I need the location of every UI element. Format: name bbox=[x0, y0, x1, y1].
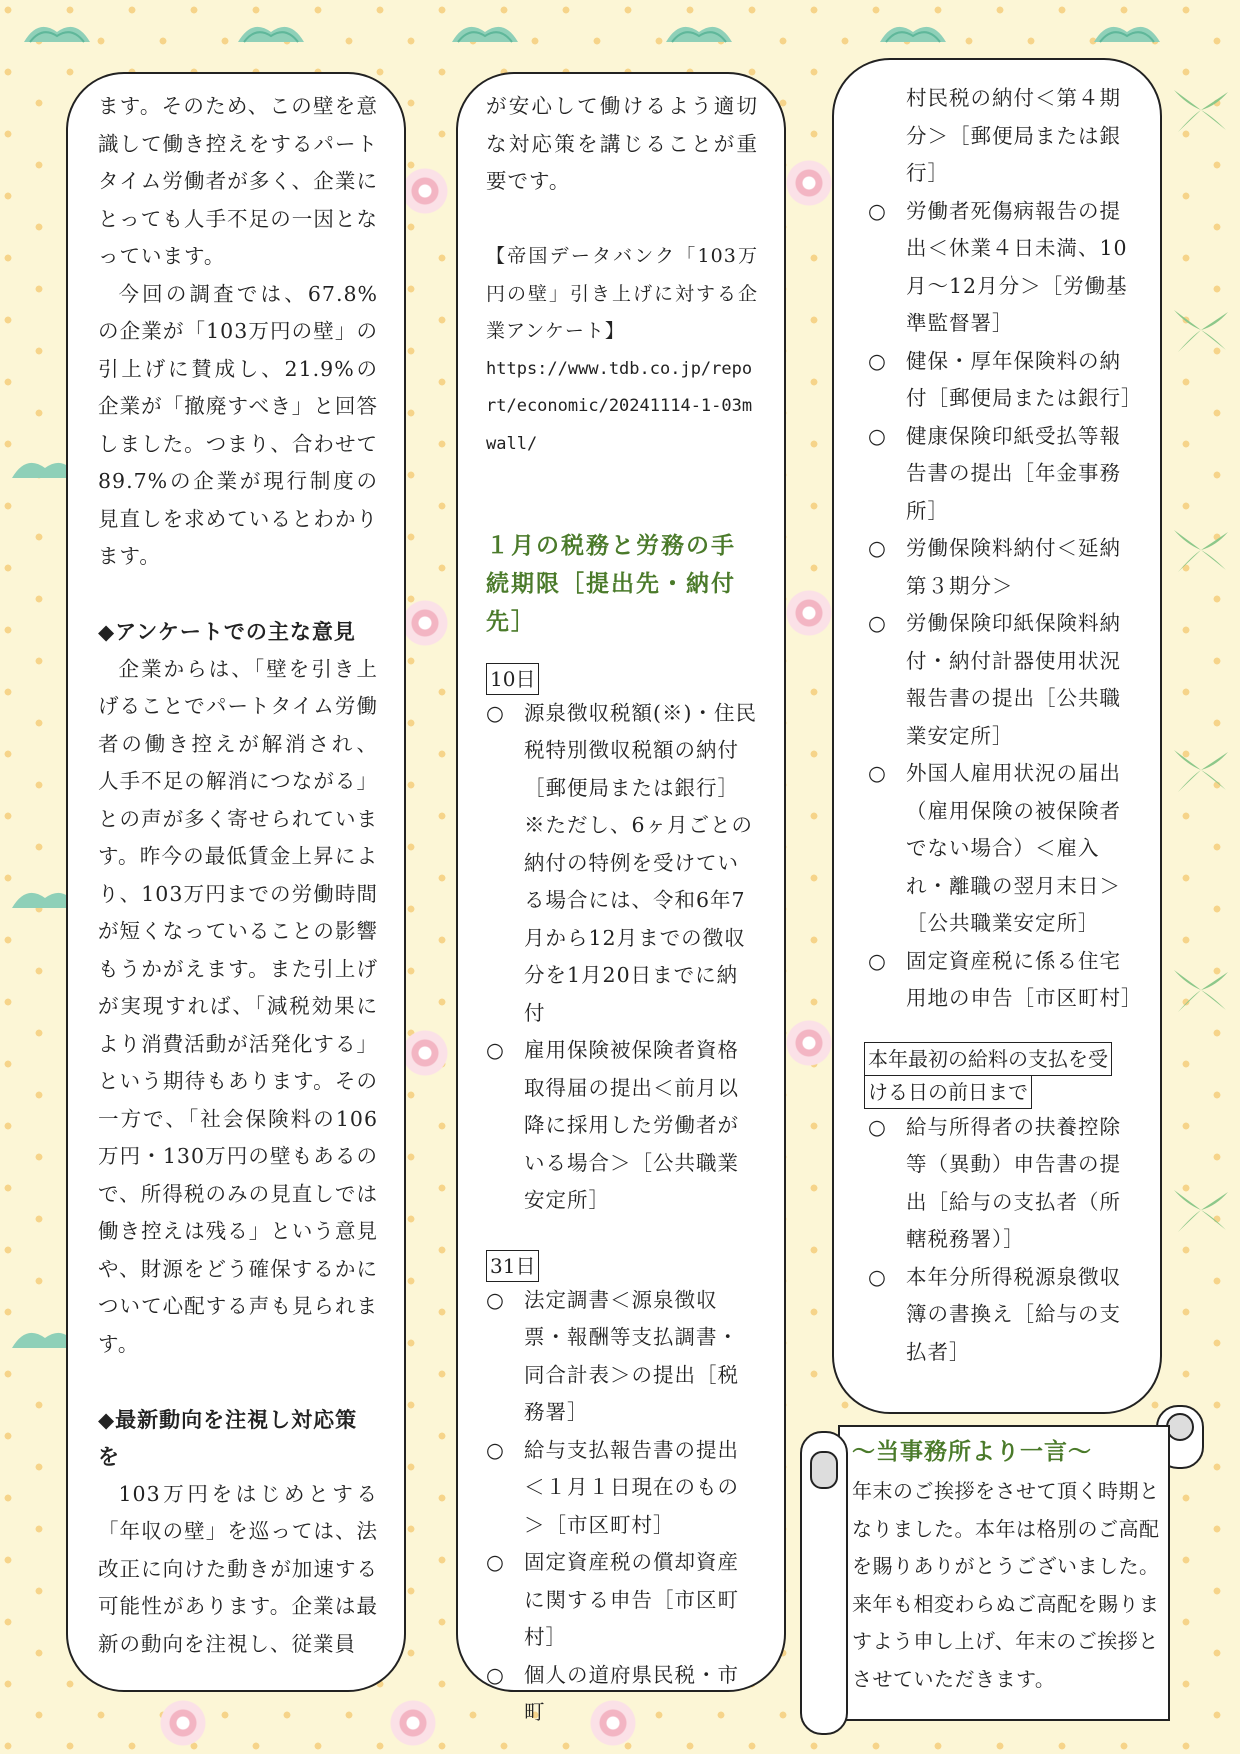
pine-icon bbox=[20, 14, 94, 44]
bullet-icon: ○ bbox=[486, 1550, 505, 1574]
paragraph: 103万円をはじめとする「年収の壁」を巡っては、法改正に向けた動きが加速する可能性があります。企業は最新の動向を注視し、従業員 bbox=[98, 1481, 378, 1656]
scroll-content bbox=[852, 1435, 1162, 1698]
deadline-item: ○ 給与所得者の扶養控除等（異動）申告書の提出［給与の支払者（所轄税務署）］ bbox=[868, 1109, 1134, 1259]
deadline-item-continued: 村民税の納付＜第４期分＞［郵便局または銀行］ bbox=[906, 86, 1121, 185]
date-label-31: 31日 bbox=[486, 1250, 539, 1282]
bullet-icon: ○ bbox=[868, 761, 887, 785]
bamboo-leaf-icon bbox=[1166, 520, 1236, 580]
bamboo-leaf-icon bbox=[1166, 80, 1236, 140]
ume-flower-icon bbox=[786, 590, 832, 636]
deadline-item: ○ 健保・厚年保険料の納付［郵便局または銀行］ bbox=[868, 343, 1134, 418]
deadline-item: ○ 労働保険料納付＜延納第３期分＞ bbox=[868, 530, 1134, 605]
ume-flower-icon bbox=[402, 168, 448, 214]
office-message-scroll bbox=[800, 1405, 1204, 1735]
bamboo-leaf-icon bbox=[1166, 1180, 1236, 1240]
section-heading: ◆最新動向を注視し対応策を bbox=[98, 1406, 358, 1469]
paragraph: が安心して働けるよう適切な対応策を講じることが重要です。 bbox=[486, 94, 758, 193]
bullet-icon: ○ bbox=[486, 1287, 505, 1312]
date-label-line: ける日の前日まで bbox=[864, 1076, 1032, 1109]
pine-icon bbox=[662, 14, 736, 44]
article-column-1 bbox=[66, 72, 406, 1692]
bullet-icon: ○ bbox=[486, 1437, 505, 1462]
article-column-2 bbox=[456, 72, 786, 1724]
deadline-item: ○ 法定調書＜源泉徴収票・報酬等支払調書・同合計表＞の提出［税務署］ bbox=[486, 1282, 758, 1432]
pine-icon bbox=[876, 14, 950, 44]
deadline-item: ○ 本年分所得税源泉徴収簿の書換え［給与の支払者］ bbox=[868, 1259, 1134, 1372]
deadline-item: ○ 給与支払報告書の提出＜１月１日現在のもの＞［市区町村］ bbox=[486, 1432, 758, 1545]
paragraph: ます。そのため、この壁を意識して働き控えをするパートタイム労働者が多く、企業にとっても人手不足の一因となっています。 bbox=[98, 94, 378, 268]
deadline-item: ○ 労働者死傷病報告の提出＜休業４日未満、10月～12月分＞［労働基準監督署］ bbox=[868, 193, 1134, 343]
paragraph: 今回の調査では、67.8%の企業が「103万円の壁」の引上げに賛成し、21.9%の企業が「撤廃すべき」と回答しました。つまり、合わせて89.7%の企業が現行制度の見直しを求めているとわかります。 bbox=[98, 281, 378, 568]
ume-flower-icon bbox=[786, 160, 832, 206]
date-label-first-payday bbox=[864, 1042, 1134, 1109]
deadline-item: ○ 固定資産税に係る住宅用地の申告［市区町村］ bbox=[868, 943, 1134, 1018]
bullet-icon: ○ bbox=[868, 536, 887, 560]
deadline-item: ○ 健康保険印紙受払等報告書の提出［年金事務所］ bbox=[868, 418, 1134, 531]
source-url: https://www.tdb.co.jp/report/economic/20241114-1-03mwall/ bbox=[486, 358, 753, 454]
pine-icon bbox=[448, 14, 522, 44]
source-citation: 【帝国データバンク「103万円の壁」引き上げに対する企業アンケート】 bbox=[486, 245, 758, 342]
date-label-line: 本年最初の給料の支払を受 bbox=[864, 1042, 1112, 1076]
deadline-section-title: １月の税務と労務の手続期限［提出先・納付先］ bbox=[486, 531, 736, 635]
deadline-item: ○ 源泉徴収税額(※)・住民税特別徴収税額の納付［郵便局または銀行］※ただし、6ヶ月ごとの納付の特例を受けている場合には、令和6年7月から12月までの徴収分を1月20日までに納付 bbox=[486, 695, 758, 1033]
bullet-icon: ○ bbox=[486, 700, 505, 725]
date-label-10: 10日 bbox=[486, 663, 539, 695]
bullet-icon: ○ bbox=[868, 611, 887, 635]
scroll-body: 年末のご挨拶をさせて頂く時期となりました。本年は格別のご高配を賜りありがとうございました。来年も相変わらぬご高配を賜りますよう申し上げ、年末のご挨拶とさせていただきます。 bbox=[852, 1479, 1160, 1691]
bullet-icon: ○ bbox=[486, 1662, 505, 1687]
scroll-title: ～当事務所より一言～ bbox=[852, 1438, 1092, 1465]
bullet-icon: ○ bbox=[868, 1264, 887, 1289]
deadline-item: ○ 労働保険印紙保険料納付・納付計器使用状況報告書の提出［公共職業安定所］ bbox=[868, 605, 1134, 755]
bamboo-leaf-icon bbox=[1166, 960, 1236, 1020]
bamboo-leaf-icon bbox=[1166, 740, 1236, 800]
ume-flower-icon bbox=[402, 600, 448, 646]
pine-icon bbox=[1090, 14, 1164, 44]
ume-flower-icon bbox=[390, 1700, 436, 1746]
bullet-icon: ○ bbox=[868, 423, 887, 448]
deadline-item: ○ 固定資産税の償却資産に関する申告［市区町村］ bbox=[486, 1544, 758, 1657]
ume-flower-icon bbox=[786, 1020, 832, 1066]
scroll-roll-icon bbox=[800, 1431, 848, 1735]
ume-flower-icon bbox=[402, 1030, 448, 1076]
bullet-icon: ○ bbox=[486, 1038, 505, 1062]
deadline-item: ○ 個人の道府県民税・市町 bbox=[486, 1657, 758, 1732]
ume-flower-icon bbox=[160, 1700, 206, 1746]
section-heading: ◆アンケートでの主な意見 bbox=[98, 619, 356, 644]
bullet-icon: ○ bbox=[868, 348, 887, 373]
deadline-column-3 bbox=[832, 58, 1162, 1414]
bullet-icon: ○ bbox=[868, 1114, 887, 1139]
bullet-icon: ○ bbox=[868, 198, 887, 223]
deadline-item: ○ 外国人雇用状況の届出（雇用保険の被保険者でない場合）＜雇入れ・離職の翌月末日＞［公共職業安定所］ bbox=[868, 755, 1134, 943]
bullet-icon: ○ bbox=[868, 948, 887, 973]
paragraph: 企業からは、「壁を引き上げることでパートタイム労働者の働き控えが解消され、人手不足の解消につながる」との声が多く寄せられています。昨今の最低賃金上昇により、103万円までの労働時間が短くなっていることの影響もうかがえます。また引上げが実現すれば、「減税効果により消費活動が活発化する」という期待もあります。その一方で、「社会保険料の106万円・130万円の壁もあるので、所得税のみの見直しでは働き控えは残る」という意見や、財源をどう確保するかについて心配する声も見られます。 bbox=[98, 656, 378, 1356]
deadline-item: ○ 雇用保険被保険者資格取得届の提出＜前月以降に採用した労働者がいる場合＞［公共職業安定所］ bbox=[486, 1032, 758, 1220]
bamboo-leaf-icon bbox=[1166, 300, 1236, 360]
pine-icon bbox=[234, 14, 308, 44]
